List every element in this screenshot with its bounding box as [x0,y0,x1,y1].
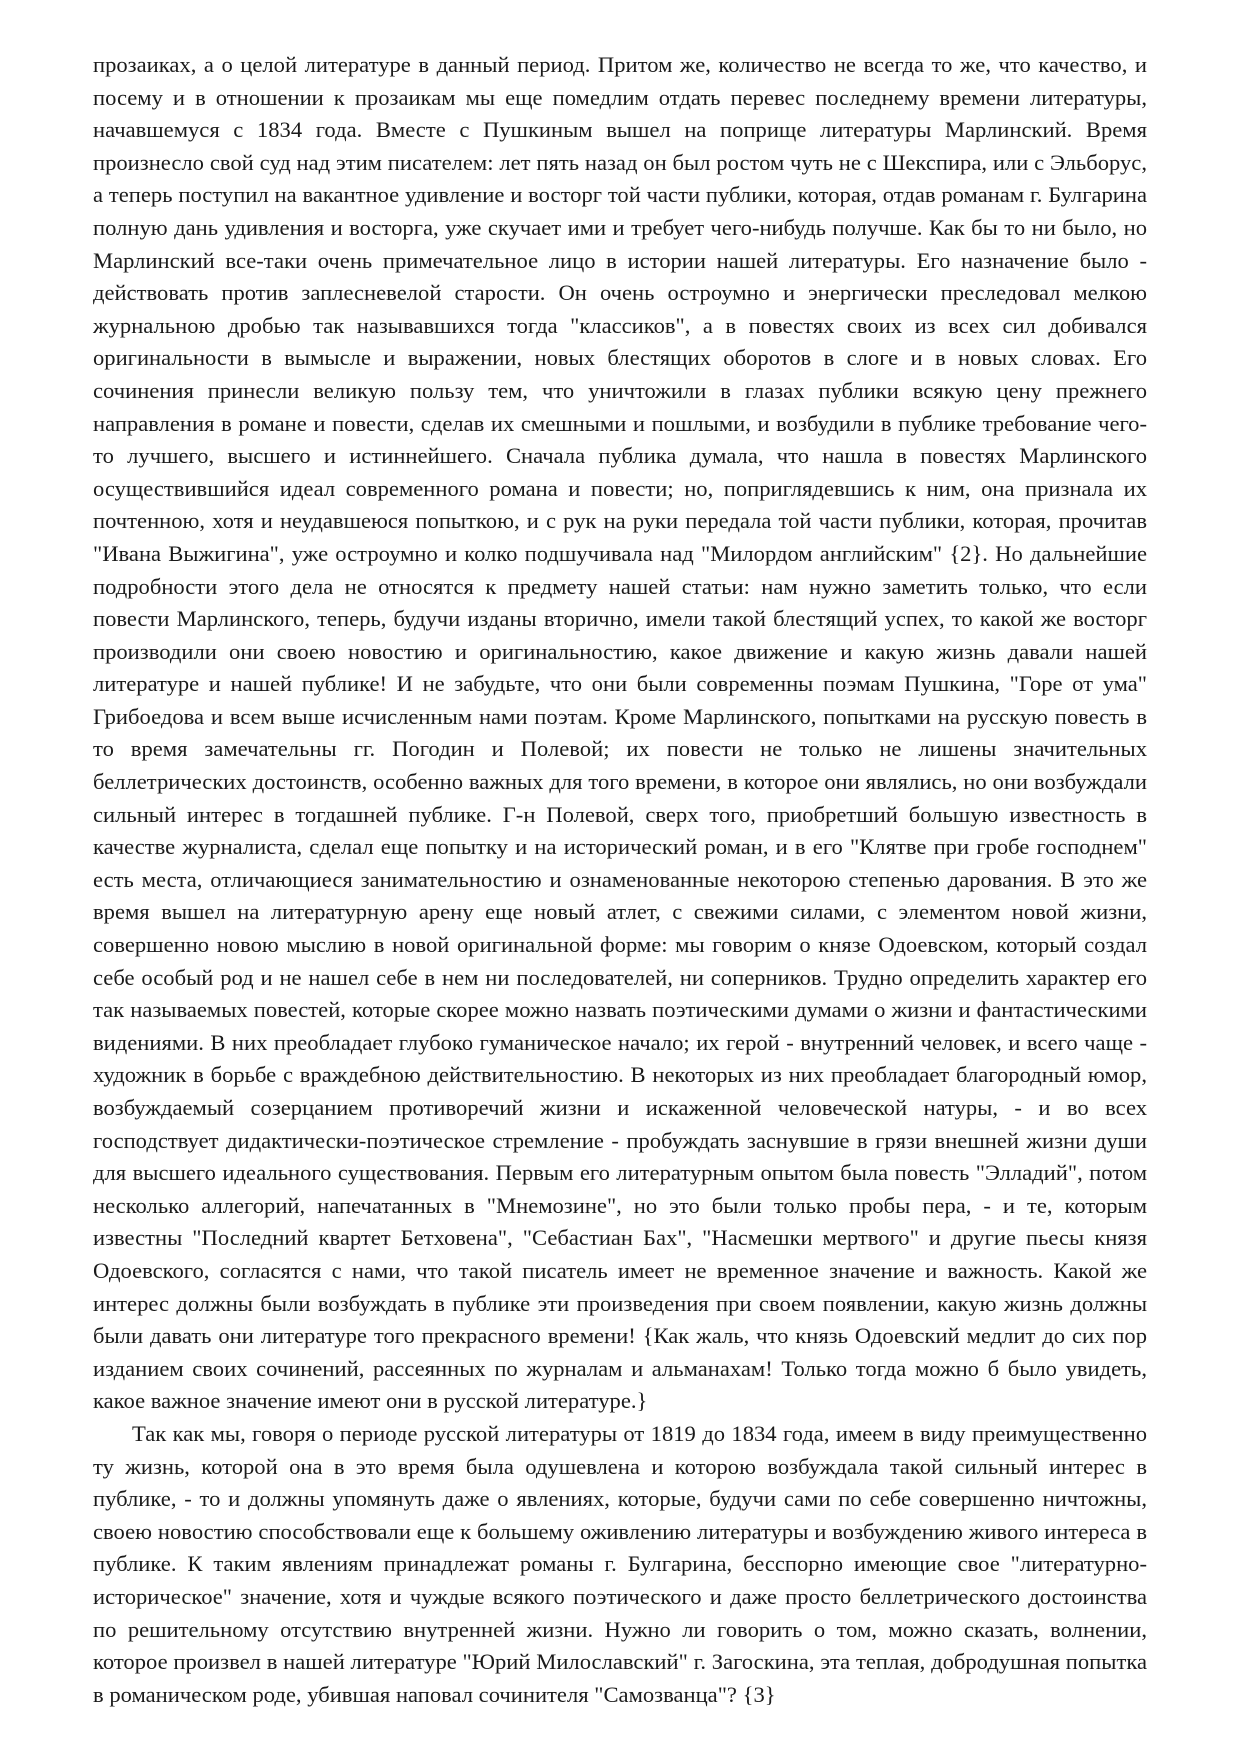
body-text [93,49,1147,1711]
paragraph-2: Так как мы, говоря о периоде русской литературы от 1819 до 1834 года, имеем в виду преимущественно ту жизнь, которой она в это время была одушевлена и которою возбуждала такой сильный интерес в публике, - то и должны упомянуть даже о явлениях, которые, будучи сами по себе совершенно ничтожны, своею новостию способствовали еще к большему оживлению литературы и возбуждению живого интереса в публике. К таким явлениям принадлежат романы г. Булгарина, бесспорно имеющие свое "литературно-историческое" значение, хотя и чуждые всякого поэтического и даже просто беллетрического достоинства по решительному отсутствию внутренней жизни. Нужно ли говорить о том, можно сказать, волнении, которое произвел в нашей литературе "Юрий Милославский" г. Загоскина, эта теплая, добродушная попытка в романическом роде, убившая наповал сочинителя "Самозванца"? {3} [93,1420,1147,1707]
paragraph-1: прозаиках, а о целой литературе в данный период. Притом же, количество не всегда то же, что качество, и посему и в отношении к прозаикам мы еще помедлим отдать перевес последнему времени литературы, начавшемуся с 1834 года. Вместе с Пушкиным вышел на поприще литературы Марлинский. Время произнесло свой суд над этим писателем: лет пять назад он был ростом чуть не с Шекспира, или с Эльборус, а теперь поступил на вакантное удивление и восторг той части публики, которая, отдав романам г. Булгарина полную дань удивления и восторга, уже скучает ими и требует чего-нибудь получше. Как бы то ни было, но Марлинский все-таки очень примечательное лицо в истории нашей литературы. Его назначение было - действовать против заплесневелой старости. Он очень остроумно и энергически преследовал мелкою журнальною дробью так называвшихся тогда "классиков", а в повестях своих из всех сил добивался оригинальности в вымысле и выражении, новых блестящих оборотов в слоге и в новых словах. Его сочинения принесли великую пользу тем, что уничтожили в глазах публики всякую цену прежнего направления в романе и повести, сделав их смешными и пошлыми, и возбудили в публике требование чего-то лучшего, высшего и истиннейшего. Сначала публика думала, что нашла в повестях Марлинского осуществившийся идеал современного романа и повести; но, поприглядевшись к ним, она признала их почтенною, хотя и неудавшеюся попыткою, и с рук на руки передала той части публики, которая, прочитав "Ивана Выжигина", уже остроумно и колко подшучивала над "Милордом английским" {2}. Но дальнейшие подробности этого дела не относятся к предмету нашей статьи: нам нужно заметить только, что если повести Марлинского, теперь, будучи изданы вторично, имели такой блестящий успех, то какой же восторг производили они своею новостию и оригинальностию, какое движение и какую жизнь давали нашей литературе и нашей публике! И не забудьте, что они были современны поэмам Пушкина, "Горе от ума" Грибоедова и всем выше исчисленным нами поэтам. Кроме Марлинского, попытками на русскую повесть в то время замечательны гг. Погодин и Полевой; их повести не только не лишены значительных беллетрических достоинств, особенно важных для того времени, в которое они являлись, но они возбуждали сильный интерес в тогдашней публике. Г-н Полевой, сверх того, приобретший большую известность в качестве журналиста, сделал еще попытку и на исторический роман, и в его "Клятве при гробе господнем" есть места, отличающиеся занимательностию и ознаменованные некоторою степенью дарования. В это же время вышел на литературную арену еще новый атлет, с свежими силами, с элементом новой жизни, совершенно новою мыслию в новой оригинальной форме: мы говорим о князе Одоевском, который создал себе особый род и не нашел себе в нем ни последователей, ни соперников. Трудно определить характер его так называемых повестей, которые скорее можно назвать поэтическими думами о жизни и фантастическими видениями. В них преобладает глубоко гуманическое начало; их герой - внутренний человек, и всего чаще - художник в борьбе с враждебною действительностию. В некоторых из них преобладает благородный юмор, возбуждаемый созерцанием противоречий жизни и искаженной человеческой натуры, - и во всех господствует дидактически-поэтическое стремление - пробуждать заснувшие в грязи внешней жизни души для высшего идеального существования. Первым его литературным опытом была повесть "Элладий", потом несколько аллегорий, напечатанных в "Мнемозине", но это были только пробы пера, - и те, которым известны "Последний квартет Бетховена", "Себастиан Бах", "Насмешки мертвого" и другие пьесы князя Одоевского, согласятся с нами, что такой писатель имеет не временное значение и важность. Какой же интерес должны были возбуждать в публике эти произведения при своем появлении, какую жизнь должны были давать они литературе того прекрасного времени! {Как жаль, что князь Одоевский медлит до сих пор изданием своих сочинений, рассеянных по журналам и альманахам! Только тогда можно б было увидеть, какое важное значение имеют они в русской литературе.} [93,52,1147,1414]
